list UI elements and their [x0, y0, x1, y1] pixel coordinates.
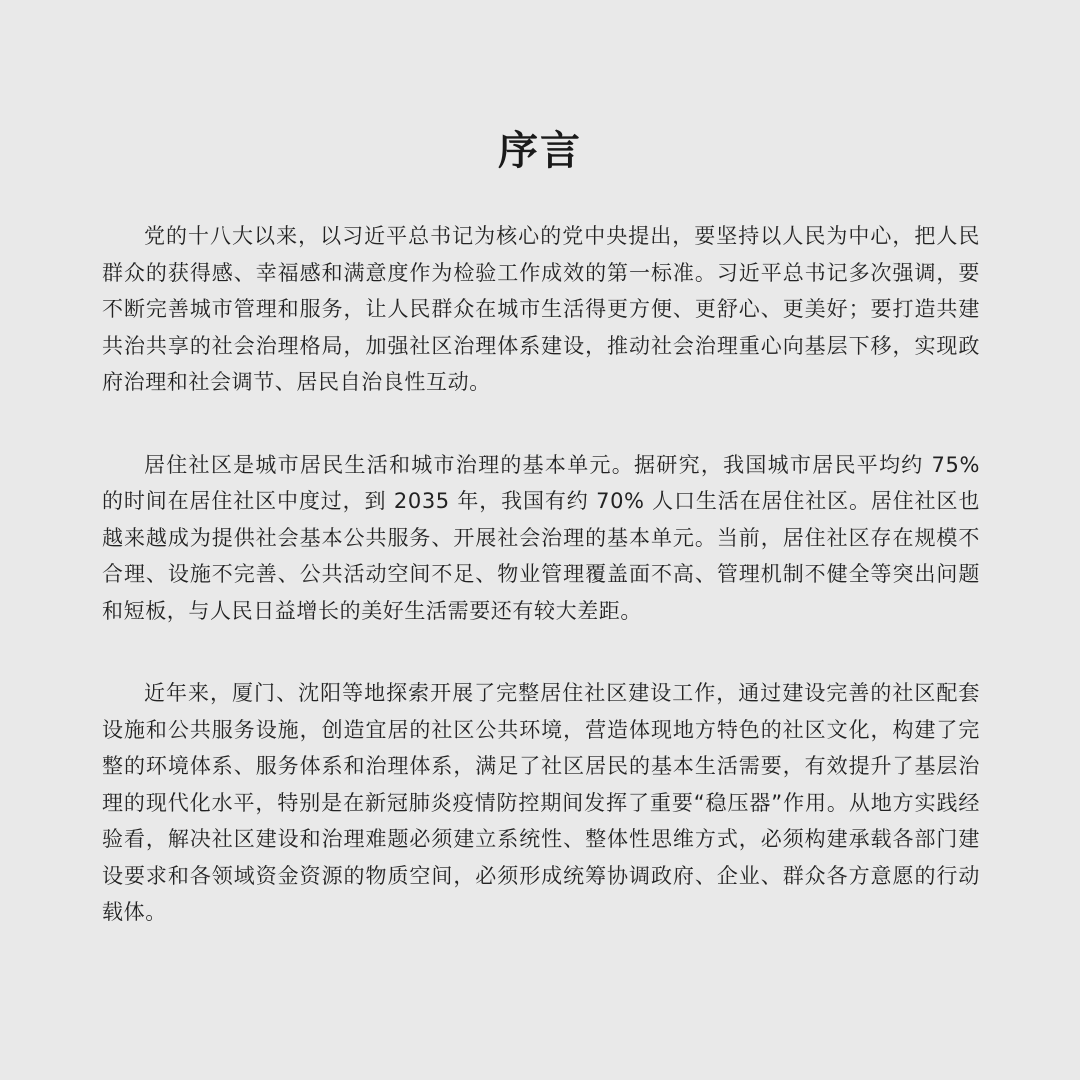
document-body [102, 218, 980, 977]
paragraph-1: 党的十八大以来，以习近平总书记为核心的党中央提出，要坚持以人民为中心，把人民群众的获得感、幸福感和满意度作为检验工作成效的第一标准。习近平总书记多次强调，要不断完善城市管理和服务，让人民群众在城市生活得更方便、更舒心、更美好；要打造共建共治共享的社会治理格局，加强社区治理体系建设，推动社会治理重心向基层下移，实现政府治理和社会调节、居民自治良性互动。 [102, 224, 980, 394]
page-title: 序言 [498, 127, 582, 174]
paragraph-2: 居住社区是城市居民生活和城市治理的基本单元。据研究，我国城市居民平均约 75% 的时间在居住社区中度过，到 2035 年，我国有约 70% 人口生活在居住社区。居住社区也越来越成为提供社会基本公共服务、开展社会治理的基本单元。当前，居住社区存在规模不合理、设施不完善、公共活动空间不足、物业管理覆盖面不高、管理机制不健全等突出问题和短板，与人民日益增长的美好生活需要还有较大差距。 [102, 452, 980, 623]
paragraph-3: 近年来，厦门、沈阳等地探索开展了完整居住社区建设工作，通过建设完善的社区配套设施和公共服务设施，创造宜居的社区公共环境，营造体现地方特色的社区文化，构建了完整的环境体系、服务体系和治理体系，满足了社区居民的基本生活需要，有效提升了基层治理的现代化水平，特别是在新冠肺炎疫情防控期间发挥了重要“稳压器”作用。从地方实践经验看，解决社区建设和治理难题必须建立系统性、整体性思维方式，必须构建承载各部门建设要求和各领域资金资源的物质空间，必须形成统筹协调政府、企业、群众各方意愿的行动载体。 [102, 681, 980, 924]
